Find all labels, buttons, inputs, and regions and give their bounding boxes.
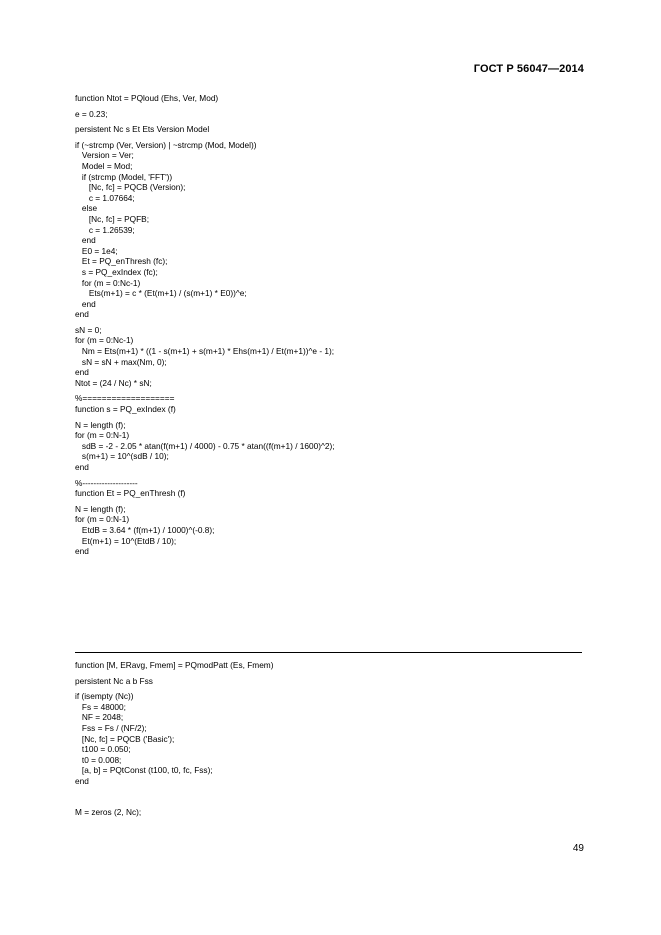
code-line: t0 = 0.008;: [75, 754, 122, 765]
code-listing-pqloud: [75, 93, 595, 557]
code-line: Et = PQ_enThresh (fc);: [75, 256, 168, 267]
code-line: sN = 0;: [75, 324, 102, 335]
section-divider: [75, 652, 582, 653]
code-line: N = length (f);: [75, 419, 126, 430]
code-line: sN = sN + max(Nm, 0);: [75, 356, 167, 367]
code-line: Fs = 48000;: [75, 701, 126, 712]
code-line: Fss = Fs / (NF/2);: [75, 722, 147, 733]
code-line: E0 = 1e4;: [75, 245, 118, 256]
code-line: function [M, ERavg, Fmem] = PQmodPatt (Es, Fmem): [75, 660, 274, 670]
code-line: s = PQ_exIndex (fc);: [75, 266, 158, 277]
code-line: for (m = 0:Nc-1): [75, 277, 141, 288]
code-line: Ets(m+1) = c * (Et(m+1) / (s(m+1) * E0))^e;: [75, 288, 247, 299]
code-line: for (m = 0:N-1): [75, 514, 130, 525]
code-line: persistent Nc a b Fss: [75, 675, 153, 686]
code-line: if (~strcmp (Ver, Version) | ~strcmp (Mod, Model)): [75, 139, 257, 150]
page-number: 49: [572, 843, 584, 854]
code-line: M = zeros (2, Nc);: [75, 807, 142, 818]
code-line: function s = PQ_exIndex (f): [75, 404, 176, 415]
code-line: end: [75, 546, 89, 557]
code-line: [a, b] = PQtConst (t100, t0, fc, Fss);: [75, 765, 213, 776]
standard-header: ГОСТ Р 56047—2014: [473, 63, 584, 75]
code-listing-pqmodpatt: [75, 660, 595, 818]
code-line: %===================: [75, 393, 175, 404]
code-line: persistent Nc s Et Ets Version Model: [75, 124, 210, 135]
code-line: [Nc, fc] = PQCB ('Basic');: [75, 733, 175, 744]
code-line: s(m+1) = 10^(sdB / 10);: [75, 451, 169, 462]
code-line: t100 = 0.050;: [75, 744, 131, 755]
code-line: Version = Ver;: [75, 150, 134, 161]
code-line: NF = 2048;: [75, 712, 124, 723]
code-line: end: [75, 235, 96, 246]
code-line: e = 0.23;: [75, 108, 108, 119]
code-line: if (isempty (Nc)): [75, 691, 134, 702]
code-line: sdB = -2 - 2.05 * atan(f(m+1) / 4000) - 0.75 * atan((f(m+1) / 1600)^2);: [75, 440, 335, 451]
code-line: end: [75, 298, 96, 309]
code-line: for (m = 0:N-1): [75, 430, 130, 441]
code-line: function Et = PQ_enThresh (f): [75, 488, 186, 499]
code-line: [Nc, fc] = PQCB (Version);: [75, 182, 186, 193]
code-line: N = length (f);: [75, 503, 126, 514]
code-line: Nm = Ets(m+1) * ((1 - s(m+1) + s(m+1) * Ehs(m+1) / Et(m+1))^e - 1);: [75, 346, 335, 357]
code-line: c = 1.26539;: [75, 224, 135, 235]
code-line: Et(m+1) = 10^(EtdB / 10);: [75, 535, 177, 546]
code-line: Ntot = (24 / Nc) * sN;: [75, 377, 152, 388]
code-line: [Nc, fc] = PQFB;: [75, 213, 149, 224]
code-line: end: [75, 309, 89, 320]
code-line: else: [75, 203, 98, 214]
code-line: EtdB = 3.64 * (f(m+1) / 1000)^(-0.8);: [75, 524, 215, 535]
code-line: [75, 792, 595, 803]
code-line: end: [75, 367, 89, 378]
code-line: for (m = 0:Nc-1): [75, 335, 134, 346]
code-line: function Ntot = PQloud (Ehs, Ver, Mod): [75, 93, 219, 103]
code-line: c = 1.07664;: [75, 192, 135, 203]
code-line: if (strcmp (Model, 'FFT')): [75, 171, 173, 182]
code-line: %--------------------: [75, 477, 138, 488]
code-line: end: [75, 775, 89, 786]
code-line: end: [75, 462, 89, 472]
code-line: Model = Mod;: [75, 160, 133, 171]
